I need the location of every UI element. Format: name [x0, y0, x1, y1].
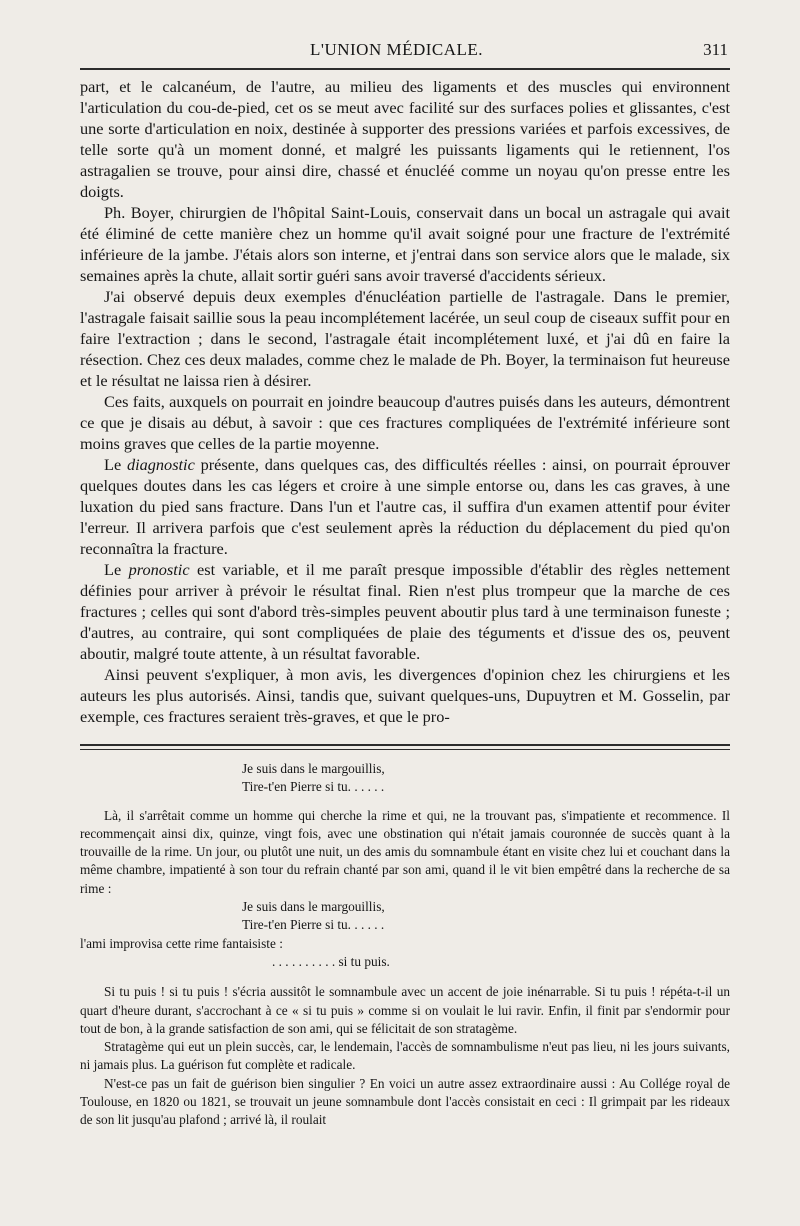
paragraph-3: J'ai observé depuis deux exemples d'énucléation partielle de l'astragale. Dans le premier, l'astragale faisait saillie sous la peau incomplétement lacérée, un seul coup de ciseaux suffit pour en faire l'extraction ; dans le second, l'astragale était incomplétement luxé, et j'ai dû en faire la résection. Chez ces deux malades, comme chez le malade de Ph. Boyer, la terminaison fut heureuse et le résultat ne laissa rien à désirer.	[80, 287, 730, 390]
verse-1	[80, 760, 730, 797]
paragraph-6-body: est variable, et il me paraît presque impossible d'établir des règles nettement définies pour arriver à prévoir le résultat final. Rien n'est plus trompeur que la marche de ces fractures ; celles qui sont d'abord très-simples peuvent aboutir plus tard à une terminaison funeste ; d'autres, au contraire, qui sont compliquées de plaie des téguments et d'issue des os, peuvent aboutir, malgré toute attente, à un résultat favorable.	[80, 560, 730, 663]
footnote-paragraph-1: Là, il s'arrêtait comme un homme qui cherche la rime et qui, ne la trouvant pas, s'impatiente et recommence. Il recommençait ainsi dix, quinze, vingt fois, avec une obstination qui n'était jamais couronnée de succès quant à la trouvaille de la rime. Un jour, ou plutôt une nuit, un des amis du somnambule étant en visite chez lui et couchant dans la même chambre, impatienté à son tour du refrain chanté par son ami, quand il le vit bien empêtré dans la recherche de sa rime :	[80, 807, 730, 896]
paragraph-7: Ainsi peuvent s'expliquer, à mon avis, les divergences d'opinion chez les chirurgiens et les auteurs les plus autorisés. Ainsi, tandis que, suivant quelques-uns, Dupuytren et M. Gosselin, par exemple, ces fractures seraient très-graves, et que le pro-	[80, 665, 730, 726]
section-divider	[80, 744, 730, 750]
term-diagnostic: diagnostic	[126, 455, 195, 474]
verse-1-line-2: Tire-t'en Pierre si tu. . . . . .	[242, 779, 385, 795]
footnote-block	[80, 760, 730, 1130]
paragraph-2: Ph. Boyer, chirurgien de l'hôpital Saint-Louis, conservait dans un bocal un astragale qui avait été éliminé de cette manière chez un homme qu'il avait soigné pour une fracture de l'extrémité inférieure de la jambe. J'étais alors son interne, et j'entrai dans son service alors que le malade, six semaines après la chute, allait sortir guéri sans avoir traversé d'accidents sérieux.	[80, 203, 730, 285]
paragraph-5-prefix: Le	[104, 455, 127, 474]
footnote-paragraph-4: N'est-ce pas un fait de guérison bien singulier ? En voici un autre assez extraordinaire aussi : Au Collége royal de Toulouse, en 1820 ou 1821, se trouvait un jeune somnambule dont l'accès consistait en ceci : Il grimpait par les rideaux de son lit jusqu'au plafond ; arrivé là, il roulait	[80, 1075, 730, 1128]
paragraph-5-body: présente, dans quelques cas, des difficultés réelles : ainsi, on pourrait éprouver quelques doutes dans les cas légers et croire à une simple entorse ou, dans les cas graves, à une luxation du pied sans fracture. Dans l'un et l'autre cas, il suffira d'un examen attentif pour éviter l'erreur. Il arrivera parfois que c'est seulement après la réduction du déplacement du pied qu'on reconnaîtra la fracture.	[80, 455, 731, 558]
term-pronostic: pronostic	[128, 560, 190, 579]
main-text	[80, 76, 730, 727]
paragraph-6-prefix: Le	[104, 560, 129, 579]
verse-1-line-1: Je suis dans le margouillis,	[242, 761, 385, 776]
journal-title: L'UNION MÉDICALE.	[310, 40, 484, 59]
verse-2-line-1: Je suis dans le margouillis,	[242, 899, 385, 915]
paragraph-6	[80, 559, 730, 664]
footnote-paragraph-2: Si tu puis ! si tu puis ! s'écria aussitôt le somnambule avec un accent de joie inénarrable. Si tu puis ! répéta-t-il un quart d'heure durant, s'accrochant à ce « si tu puis » comme si on voulait le lui ravir. Enfin, il finit par s'endormir pour tout de bon, à la grande satisfaction de son ami, qui se félicitait de son stratagème.	[80, 984, 730, 1036]
paragraph-4: Ces faits, auxquels on pourrait en joindre beaucoup d'autres puisés dans les auteurs, démontrent ce que je disais au début, à savoir : que ces fractures compliquées de l'extrémité inférieure sont moins graves que celles de la partie moyenne.	[80, 392, 730, 453]
running-header	[80, 38, 730, 70]
rime-line: . . . . . . . . . . si tu puis.	[272, 953, 390, 969]
paragraph-1: part, et le calcanéum, de l'autre, au milieu des ligaments et des muscles qui environnent l'articulation du cou-de-pied, cet os se meut avec facilité sur des surfaces polies et glissantes, c'est une sorte d'articulation en noix, destinée à supporter des pressions variées et parfois excessives, de telle sorte qu'à un moment donné, et malgré les puissants ligaments qui le retiennent, l'os astragalien se trouve, pour ainsi dire, chassé et énucléé comme un noyau qu'on presse entre les doigts.	[80, 77, 730, 201]
intro-line: l'ami improvisa cette rime fantaisiste :	[80, 935, 283, 951]
paragraph-5	[80, 454, 730, 559]
page-number: 311	[703, 40, 728, 59]
verse-2-line-2: Tire-t'en Pierre si tu. . . . . .	[242, 917, 385, 933]
verse-2	[80, 898, 730, 935]
footnote-paragraph-3: Stratagème qui eut un plein succès, car, le lendemain, l'accès de somnambulisme n'eut pas lieu, ni les jours suivants, ni jamais plus. La guérison fut complète et radicale.	[80, 1039, 730, 1073]
